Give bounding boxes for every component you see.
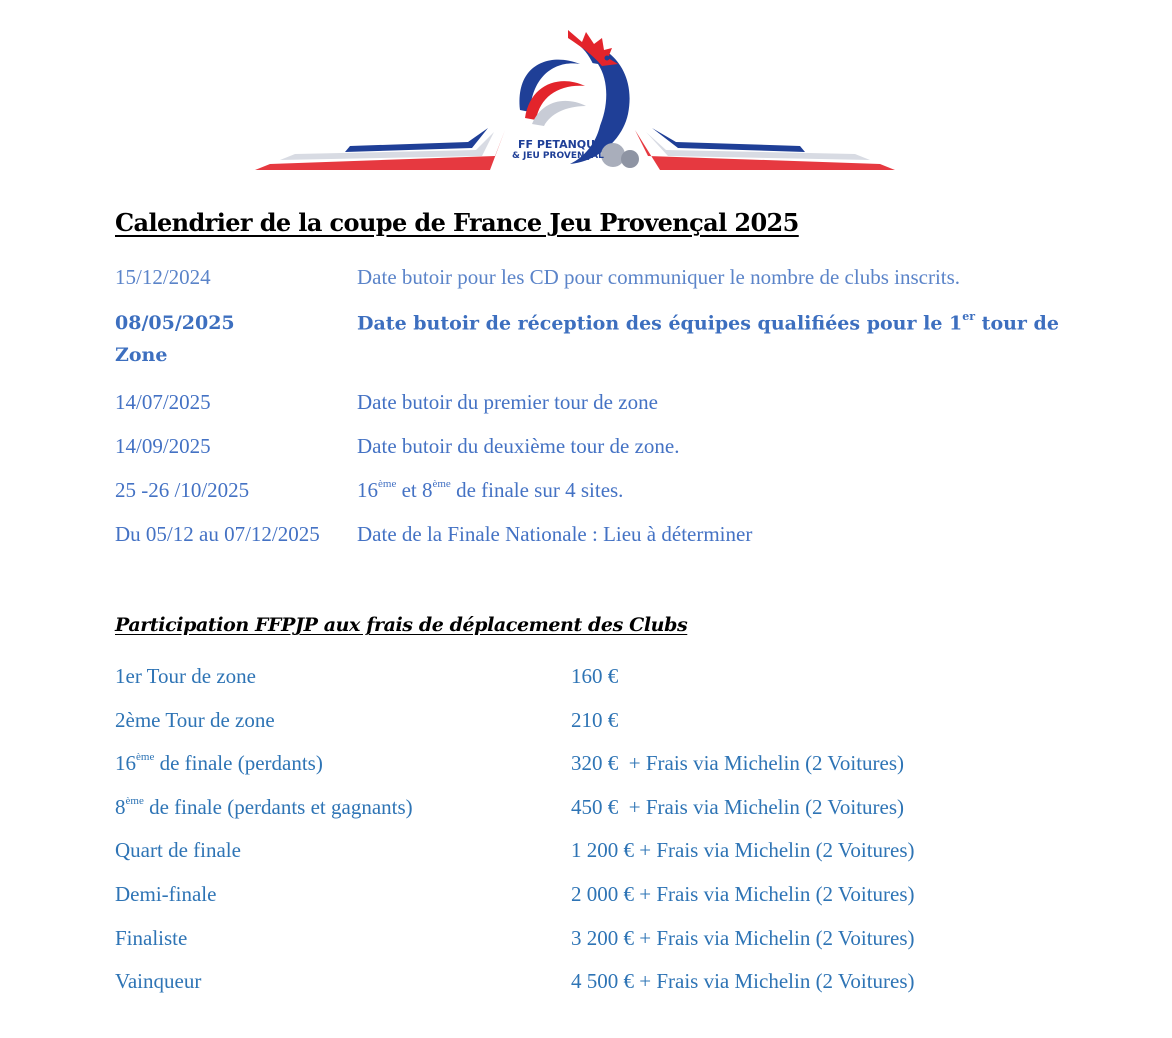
calendar-text-part: tour de: [975, 312, 1059, 335]
fee-amount: 210 €: [571, 708, 619, 732]
calendar-text-part: et 8: [396, 478, 433, 502]
calendar-text: Date butoir pour les CD pour communiquer le nombre de clubs inscrits.: [357, 265, 961, 289]
fee-label-part: de finale (perdants): [154, 751, 323, 775]
fee-amount: 1 200 € + Frais via Michelin (2 Voitures): [571, 838, 915, 862]
ordinal-superscript: er: [962, 310, 976, 323]
calendar-date: 08/05/2025: [115, 312, 235, 334]
ordinal-superscript: ème: [136, 751, 155, 763]
ffpjp-logo: [250, 24, 900, 176]
fee-label: [115, 751, 323, 776]
ordinal-superscript: ème: [432, 478, 451, 490]
fee-label: Finaliste: [115, 926, 188, 950]
calendar-text: Date de la Finale Nationale : Lieu à déterminer: [357, 522, 753, 546]
ordinal-superscript: ème: [125, 795, 144, 807]
calendar-text-part: Date butoir de réception des équipes qualifiées pour le 1: [357, 312, 963, 335]
fee-label: [115, 795, 413, 820]
fee-label-part: de finale (perdants et gagnants): [143, 795, 413, 819]
logo-line1: FF PETANQUE: [518, 138, 603, 151]
fee-label-part: 8: [115, 795, 126, 819]
section-title: Participation FFPJP aux frais de déplacement des Clubs: [115, 614, 688, 636]
calendar-date: 25 -26 /10/2025: [115, 478, 250, 502]
calendar-date: 14/07/2025: [115, 390, 211, 414]
fee-label: Vainqueur: [115, 969, 202, 993]
fee-amount: 2 000 € + Frais via Michelin (2 Voitures): [571, 882, 915, 906]
calendar-text: Date butoir du premier tour de zone: [357, 390, 658, 414]
calendar-date: 15/12/2024: [115, 265, 211, 289]
fee-label: Demi-finale: [115, 882, 217, 906]
calendar-text-part: de finale sur 4 sites.: [450, 478, 624, 502]
calendar-text: Date butoir du deuxième tour de zone.: [357, 434, 680, 458]
fee-label: 1er Tour de zone: [115, 664, 257, 688]
calendar-date: Du 05/12 au 07/12/2025: [115, 522, 320, 546]
fee-amount: 450 € + Frais via Michelin (2 Voitures): [571, 795, 905, 819]
fee-label: Quart de finale: [115, 838, 241, 862]
fee-label: 2ème Tour de zone: [115, 708, 275, 732]
fee-amount: 320 € + Frais via Michelin (2 Voitures): [571, 751, 905, 775]
calendar-date: 14/09/2025: [115, 434, 211, 458]
calendar-text-continuation: Zone: [115, 344, 168, 366]
calendar-text: [357, 478, 623, 503]
calendar-text-part: 16: [357, 478, 378, 502]
ordinal-superscript: ème: [378, 478, 397, 490]
fee-amount: 4 500 € + Frais via Michelin (2 Voitures): [571, 969, 915, 993]
calendar-text: [357, 312, 1059, 334]
logo-line2: & JEU PROVENÇAL: [512, 151, 604, 161]
page-title: Calendrier de la coupe de France Jeu Provençal 2025: [115, 208, 799, 237]
fee-amount: 160 €: [571, 664, 619, 688]
fee-label-part: 16: [115, 751, 136, 775]
fee-amount: 3 200 € + Frais via Michelin (2 Voitures): [571, 926, 915, 950]
